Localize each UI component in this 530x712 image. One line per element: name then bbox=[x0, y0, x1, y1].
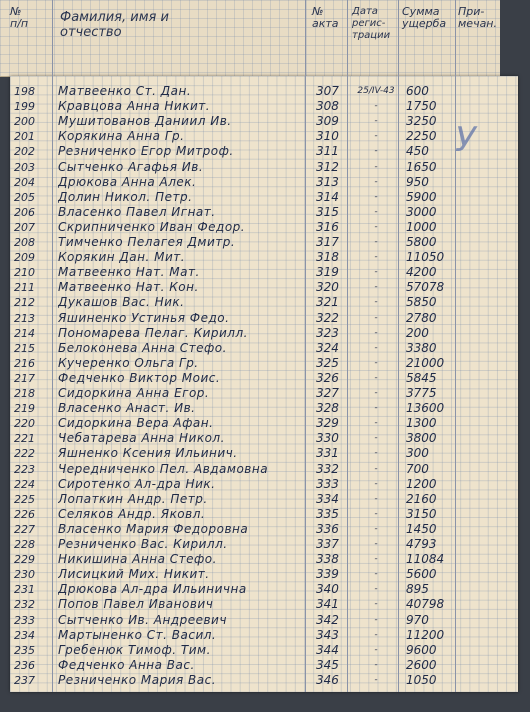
table-row bbox=[10, 386, 518, 401]
row-date: - bbox=[374, 448, 378, 459]
row-number: 234 bbox=[14, 628, 35, 642]
row-date: - bbox=[374, 312, 378, 323]
table-row bbox=[10, 582, 518, 597]
row-act-number: 344 bbox=[316, 642, 339, 657]
table-row bbox=[10, 295, 518, 310]
row-act-number: 312 bbox=[316, 159, 339, 174]
row-name: Яшиненко Устинья Федо. bbox=[58, 310, 230, 325]
row-name: Яшненко Ксения Ильинич. bbox=[58, 446, 238, 461]
row-number: 213 bbox=[14, 311, 35, 325]
row-sum: 3250 bbox=[406, 114, 437, 129]
row-date: - bbox=[374, 267, 378, 278]
row-act-number: 328 bbox=[316, 401, 339, 416]
row-sum: 300 bbox=[406, 446, 429, 461]
row-act-number: 324 bbox=[316, 340, 339, 355]
row-act-number: 329 bbox=[316, 416, 339, 431]
row-act-number: 337 bbox=[316, 537, 339, 551]
row-date: - bbox=[374, 146, 378, 157]
table-row bbox=[10, 371, 518, 386]
table-row bbox=[10, 567, 518, 582]
row-date: - bbox=[374, 478, 378, 489]
row-name: Чередниченко Пел. Авдамовна bbox=[58, 461, 269, 476]
row-act-number: 310 bbox=[316, 129, 339, 144]
row-act-number: 342 bbox=[316, 612, 339, 627]
table-row bbox=[10, 175, 518, 190]
row-name: Матвеенко Ст. Дан. bbox=[58, 84, 192, 98]
row-number: 233 bbox=[14, 613, 35, 627]
row-date: - bbox=[374, 403, 378, 414]
row-date: - bbox=[374, 282, 378, 293]
table-row bbox=[10, 220, 518, 235]
row-act-number: 325 bbox=[316, 355, 339, 370]
table-row bbox=[10, 144, 518, 159]
row-name: Дукашов Вас. Ник. bbox=[58, 295, 185, 310]
row-act-number: 320 bbox=[316, 280, 339, 295]
row-act-number: 315 bbox=[316, 204, 339, 219]
row-act-number: 332 bbox=[316, 461, 339, 476]
row-sum: 11200 bbox=[406, 627, 445, 642]
margin-handwritten-mark: У bbox=[455, 120, 476, 160]
row-number: 207 bbox=[14, 220, 35, 234]
row-sum: 895 bbox=[406, 582, 429, 597]
row-sum: 1000 bbox=[406, 219, 437, 234]
row-number: 222 bbox=[14, 447, 35, 461]
row-act-number: 335 bbox=[316, 506, 339, 521]
row-act-number: 316 bbox=[316, 219, 339, 234]
row-sum: 1450 bbox=[406, 521, 437, 536]
row-act-number: 319 bbox=[316, 265, 339, 280]
row-name: Сиротенко Ал-дра Ник. bbox=[58, 476, 216, 491]
header-sum: Сумма ущерба bbox=[402, 5, 447, 30]
row-date: - bbox=[374, 101, 378, 112]
row-name: Долин Никол. Петр. bbox=[58, 189, 193, 204]
table-row bbox=[10, 205, 518, 220]
row-date: - bbox=[374, 433, 378, 444]
row-act-number: 326 bbox=[316, 370, 339, 385]
table-row bbox=[10, 492, 518, 507]
row-number: 211 bbox=[14, 281, 35, 295]
row-name: Лопаткин Андр. Петр. bbox=[58, 491, 208, 506]
row-number: 224 bbox=[14, 477, 35, 491]
row-name: Федченко Виктор Моис. bbox=[58, 370, 221, 385]
row-number: 235 bbox=[14, 643, 35, 657]
row-number: 202 bbox=[14, 145, 35, 159]
row-act-number: 331 bbox=[316, 446, 339, 461]
row-number: 209 bbox=[14, 251, 35, 265]
row-act-number: 309 bbox=[316, 114, 339, 129]
row-name: Никишина Анна Стефо. bbox=[58, 552, 217, 567]
row-number: 231 bbox=[14, 583, 35, 597]
row-act-number: 339 bbox=[316, 567, 339, 582]
row-number: 227 bbox=[14, 522, 35, 536]
row-name: Корякина Анна Гр. bbox=[58, 129, 185, 144]
row-date: - bbox=[374, 554, 378, 565]
row-sum: 4793 bbox=[406, 537, 437, 551]
row-date: - bbox=[374, 252, 378, 263]
row-sum: 1650 bbox=[406, 159, 437, 174]
table-row bbox=[10, 84, 518, 99]
row-sum: 1200 bbox=[406, 476, 437, 491]
row-date: - bbox=[374, 357, 378, 368]
row-name: Сытченко Ив. Андреевич bbox=[58, 612, 227, 627]
row-act-number: 311 bbox=[316, 144, 339, 159]
row-number: 236 bbox=[14, 658, 35, 672]
row-date: - bbox=[374, 116, 378, 127]
table-row bbox=[10, 114, 518, 129]
row-date: 25/IV-43 bbox=[357, 86, 395, 96]
row-act-number: 307 bbox=[316, 84, 339, 98]
row-name: Пономарева Пелаг. Кирилл. bbox=[58, 325, 248, 340]
row-number: 205 bbox=[14, 190, 35, 204]
row-date: - bbox=[374, 463, 378, 474]
table-row bbox=[10, 597, 518, 612]
row-name: Чебатарева Анна Никол. bbox=[58, 431, 225, 446]
row-name: Матвеенко Нат. Кон. bbox=[58, 280, 199, 295]
row-act-number: 314 bbox=[316, 189, 339, 204]
row-number: 232 bbox=[14, 598, 35, 612]
row-date: - bbox=[374, 418, 378, 429]
row-date: - bbox=[374, 206, 378, 217]
table-row bbox=[10, 643, 518, 658]
row-act-number: 346 bbox=[316, 672, 339, 687]
row-name: Матвеенко Нат. Мат. bbox=[58, 265, 200, 280]
row-name: Дрюкова Ал-дра Ильинична bbox=[58, 582, 247, 597]
row-sum: 3775 bbox=[406, 386, 437, 400]
row-sum: 3150 bbox=[406, 506, 437, 521]
table-row bbox=[10, 477, 518, 492]
row-sum: 1050 bbox=[406, 672, 437, 687]
row-number: 199 bbox=[14, 100, 35, 114]
row-number: 221 bbox=[14, 432, 35, 446]
row-sum: 970 bbox=[406, 612, 429, 627]
row-date: - bbox=[374, 342, 378, 353]
row-date: - bbox=[374, 297, 378, 308]
table-row bbox=[10, 673, 518, 688]
row-name: Лисицкий Мих. Никит. bbox=[58, 567, 210, 582]
row-number: 216 bbox=[14, 356, 35, 370]
row-sum: 9600 bbox=[406, 642, 437, 657]
row-sum: 1750 bbox=[406, 99, 437, 114]
row-name: Кучеренко Ольга Гр. bbox=[58, 355, 199, 370]
row-act-number: 330 bbox=[316, 431, 339, 446]
row-number: 237 bbox=[14, 673, 35, 687]
row-act-number: 317 bbox=[316, 235, 339, 249]
table-row bbox=[10, 235, 518, 250]
table-row bbox=[10, 250, 518, 265]
row-sum: 3000 bbox=[406, 204, 437, 219]
row-sum: 4200 bbox=[406, 265, 437, 280]
table-row bbox=[10, 431, 518, 446]
row-number: 203 bbox=[14, 160, 35, 174]
table-row bbox=[10, 628, 518, 643]
row-act-number: 313 bbox=[316, 174, 339, 189]
row-act-number: 338 bbox=[316, 552, 339, 567]
table-row bbox=[10, 613, 518, 628]
table-row bbox=[10, 280, 518, 295]
row-name: Сидоркина Анна Егор. bbox=[58, 386, 210, 400]
row-sum: 5900 bbox=[406, 189, 437, 204]
row-number: 228 bbox=[14, 538, 35, 551]
header-name: Фамилия, имя и отчество bbox=[60, 10, 169, 40]
row-name: Резниченко Вас. Кирилл. bbox=[58, 537, 228, 551]
table-row bbox=[10, 356, 518, 371]
row-sum: 21000 bbox=[406, 355, 445, 370]
table-row bbox=[10, 537, 518, 552]
row-date: - bbox=[374, 327, 378, 338]
row-name: Дрюкова Анна Алек. bbox=[58, 174, 197, 189]
row-sum: 450 bbox=[406, 144, 429, 159]
row-number: 225 bbox=[14, 492, 35, 506]
table-row bbox=[10, 326, 518, 341]
row-sum: 950 bbox=[406, 174, 429, 189]
row-name: Белоконева Анна Стефо. bbox=[58, 340, 227, 355]
row-act-number: 334 bbox=[316, 491, 339, 506]
row-number: 208 bbox=[14, 236, 35, 249]
header-number: № п/п bbox=[10, 5, 29, 30]
row-date: - bbox=[374, 221, 378, 232]
table-row bbox=[10, 446, 518, 461]
table-row bbox=[10, 99, 518, 114]
row-act-number: 343 bbox=[316, 627, 339, 642]
row-number: 212 bbox=[14, 296, 35, 310]
row-number: 218 bbox=[14, 387, 35, 400]
row-sum: 2160 bbox=[406, 491, 437, 506]
table-row bbox=[10, 522, 518, 537]
row-act-number: 336 bbox=[316, 521, 339, 536]
row-date: - bbox=[374, 191, 378, 202]
row-date: - bbox=[374, 629, 378, 640]
row-number: 226 bbox=[14, 507, 35, 521]
row-number: 204 bbox=[14, 175, 35, 189]
row-name: Тимченко Пелагея Дмитр. bbox=[58, 235, 236, 249]
row-name: Сытченко Агафья Ив. bbox=[58, 159, 204, 174]
row-sum: 2780 bbox=[406, 310, 437, 325]
row-number: 210 bbox=[14, 266, 35, 280]
table-row bbox=[10, 341, 518, 356]
row-sum: 11050 bbox=[406, 250, 445, 265]
row-act-number: 323 bbox=[316, 325, 339, 340]
row-act-number: 318 bbox=[316, 250, 339, 265]
row-act-number: 340 bbox=[316, 582, 339, 597]
row-date: - bbox=[374, 161, 378, 172]
row-act-number: 321 bbox=[316, 295, 339, 310]
row-date: - bbox=[374, 237, 378, 247]
row-act-number: 308 bbox=[316, 99, 339, 114]
row-number: 223 bbox=[14, 462, 35, 476]
row-date: - bbox=[374, 584, 378, 595]
row-number: 215 bbox=[14, 341, 35, 355]
row-number: 220 bbox=[14, 417, 35, 431]
row-sum: 200 bbox=[406, 325, 429, 340]
header-act: № акта bbox=[312, 5, 339, 30]
row-number: 198 bbox=[14, 85, 35, 98]
row-sum: 5800 bbox=[406, 235, 437, 249]
row-date: - bbox=[374, 176, 378, 187]
row-number: 230 bbox=[14, 568, 35, 582]
row-name: Власенко Анаст. Ив. bbox=[58, 401, 196, 416]
table-row bbox=[10, 507, 518, 522]
row-date: - bbox=[374, 614, 378, 625]
row-sum: 13600 bbox=[406, 401, 445, 416]
row-name: Резниченко Егор Митроф. bbox=[58, 144, 234, 159]
table-row bbox=[10, 265, 518, 280]
row-name: Федченко Анна Вас. bbox=[58, 657, 195, 672]
row-number: 219 bbox=[14, 402, 35, 416]
row-date: - bbox=[374, 539, 378, 549]
table-row bbox=[10, 552, 518, 567]
row-sum: 5845 bbox=[406, 370, 437, 385]
row-name: Скрипниченко Иван Федор. bbox=[58, 219, 246, 234]
row-name: Сидоркина Вера Афан. bbox=[58, 416, 214, 431]
row-name: Резниченко Мария Вас. bbox=[58, 672, 217, 687]
table-row bbox=[10, 190, 518, 205]
row-name: Корякин Дан. Мит. bbox=[58, 250, 186, 265]
row-name: Гребенюк Тимоф. Тим. bbox=[58, 642, 211, 657]
header-date: Дата регис- трации bbox=[352, 6, 391, 41]
row-number: 217 bbox=[14, 371, 35, 385]
row-act-number: 327 bbox=[316, 386, 339, 400]
row-date: - bbox=[374, 388, 378, 398]
row-number: 214 bbox=[14, 326, 35, 340]
row-date: - bbox=[374, 599, 378, 610]
row-sum: 57078 bbox=[406, 280, 445, 295]
row-name: Власенко Мария Федоровна bbox=[58, 521, 249, 536]
row-number: 229 bbox=[14, 553, 35, 567]
row-date: - bbox=[374, 523, 378, 534]
row-sum: 3380 bbox=[406, 340, 437, 355]
row-sum: 1300 bbox=[406, 416, 437, 431]
row-name: Кравцова Анна Никит. bbox=[58, 99, 211, 114]
table-row bbox=[10, 311, 518, 326]
row-sum: 2250 bbox=[406, 129, 437, 144]
table-row bbox=[10, 658, 518, 673]
ledger-header bbox=[0, 0, 500, 77]
row-act-number: 341 bbox=[316, 597, 339, 612]
row-date: - bbox=[374, 131, 378, 142]
table-row bbox=[10, 129, 518, 144]
row-date: - bbox=[374, 674, 378, 685]
row-act-number: 333 bbox=[316, 476, 339, 491]
row-date: - bbox=[374, 569, 378, 580]
row-sum: 2600 bbox=[406, 657, 437, 672]
row-date: - bbox=[374, 659, 378, 670]
row-sum: 700 bbox=[406, 461, 429, 476]
row-date: - bbox=[374, 508, 378, 519]
table-row bbox=[10, 401, 518, 416]
row-number: 200 bbox=[14, 115, 35, 129]
table-row bbox=[10, 160, 518, 175]
row-name: Мартыненко Ст. Васил. bbox=[58, 627, 217, 642]
row-sum: 11084 bbox=[406, 552, 445, 567]
row-sum: 5850 bbox=[406, 295, 437, 310]
row-sum: 3800 bbox=[406, 431, 437, 446]
row-sum: 600 bbox=[406, 84, 429, 98]
row-act-number: 345 bbox=[316, 657, 339, 672]
row-sum: 5600 bbox=[406, 567, 437, 582]
table-row bbox=[10, 416, 518, 431]
row-act-number: 322 bbox=[316, 310, 339, 325]
row-date: - bbox=[374, 644, 378, 655]
row-name: Власенко Павел Игнат. bbox=[58, 204, 216, 219]
header-note: При- мечан. bbox=[458, 5, 497, 30]
row-date: - bbox=[374, 372, 378, 383]
row-sum: 40798 bbox=[406, 597, 445, 612]
table-row bbox=[10, 462, 518, 477]
row-name: Попов Павел Иванович bbox=[58, 597, 214, 612]
row-date: - bbox=[374, 493, 378, 504]
row-number: 201 bbox=[14, 130, 35, 144]
row-number: 206 bbox=[14, 205, 35, 219]
row-name: Селяков Андр. Яковл. bbox=[58, 506, 206, 521]
row-name: Мушитованов Даниил Ив. bbox=[58, 114, 232, 129]
